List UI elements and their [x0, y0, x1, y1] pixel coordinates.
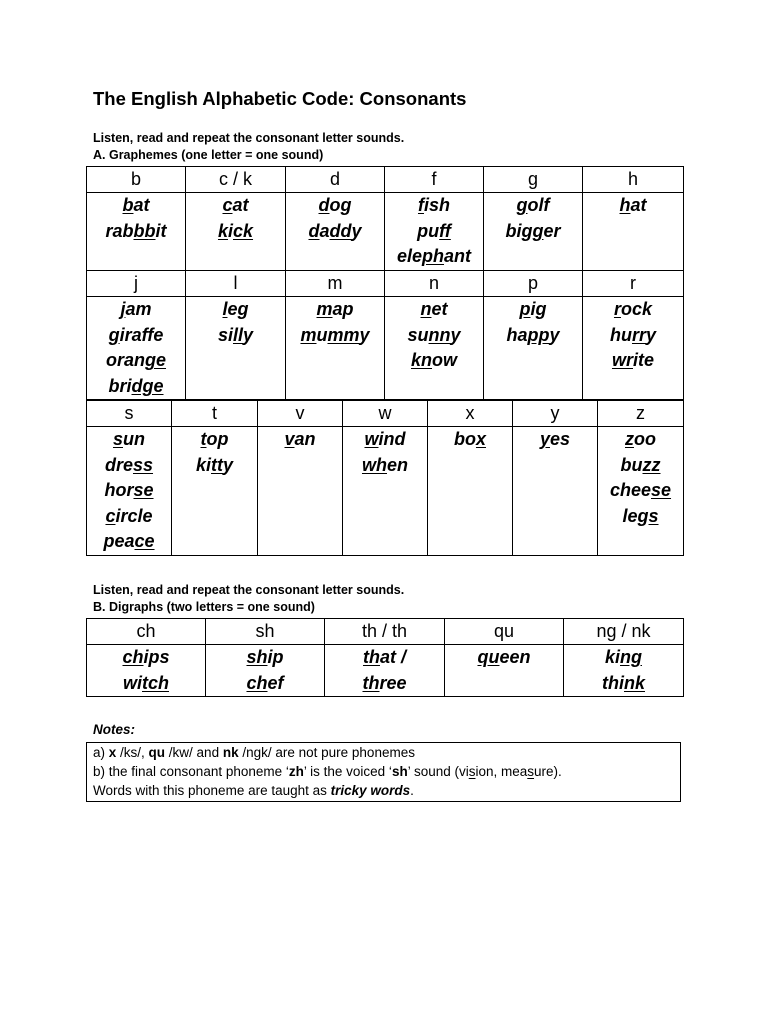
- example-words-cell: [286, 193, 385, 271]
- grapheme-header: p: [484, 271, 583, 297]
- example-word: zoo: [625, 429, 656, 449]
- example-word: yes: [539, 429, 571, 449]
- example-word: map: [316, 299, 354, 319]
- example-words-cell: [87, 297, 186, 400]
- example-word: dress: [104, 454, 154, 475]
- grapheme-header: s: [87, 401, 172, 427]
- example-word: cheese: [609, 480, 672, 501]
- grapheme-header: sh: [206, 619, 325, 645]
- example-words-cell: [583, 193, 684, 271]
- example-words-cell: [87, 645, 206, 697]
- grapheme-header: z: [598, 401, 684, 427]
- section-a-instruction: Listen, read and repeat the consonant letter sounds.: [93, 131, 405, 145]
- example-words-cell: [583, 297, 684, 400]
- section-a-subheading: A. Graphemes (one letter = one sound): [93, 148, 324, 162]
- example-word: bigger: [505, 220, 561, 241]
- grapheme-header: ng / nk: [564, 619, 684, 645]
- grapheme-header: g: [484, 167, 583, 193]
- grapheme-header: ch: [87, 619, 206, 645]
- example-word: hat: [619, 195, 647, 215]
- digraphs-table: [86, 618, 684, 697]
- example-word: when: [361, 454, 408, 475]
- grapheme-header: c / k: [186, 167, 286, 193]
- example-word: chef: [246, 672, 284, 693]
- grapheme-header: f: [385, 167, 484, 193]
- example-words-cell: [206, 645, 325, 697]
- section-b-subheading: B. Digraphs (two letters = one sound): [93, 600, 315, 614]
- example-word: three: [362, 672, 407, 693]
- example-word: elephant: [396, 246, 472, 267]
- example-word: silly: [217, 324, 254, 345]
- example-words-cell: [564, 645, 684, 697]
- grapheme-header: d: [286, 167, 385, 193]
- example-word: sun: [112, 429, 145, 449]
- example-word: dog: [318, 195, 352, 215]
- example-words-cell: [445, 645, 564, 697]
- example-words-cell: [484, 193, 583, 271]
- notes-box: [86, 742, 681, 802]
- graphemes-table-row1: [86, 166, 684, 271]
- example-word: fish: [417, 195, 450, 215]
- example-word: that /: [362, 647, 406, 667]
- graphemes-table-row3: [86, 400, 684, 556]
- example-word: chips: [122, 647, 170, 667]
- example-word: top: [200, 429, 229, 449]
- example-word: peace: [103, 531, 155, 552]
- example-words-cell: [172, 427, 258, 556]
- example-word: daddy: [308, 220, 362, 241]
- example-word: hurry: [609, 324, 657, 345]
- example-word: queen: [477, 647, 531, 667]
- grapheme-header: j: [87, 271, 186, 297]
- example-words-cell: [513, 427, 598, 556]
- example-word: jam: [120, 299, 152, 319]
- example-word: sunny: [407, 324, 461, 345]
- example-word: leg: [222, 299, 249, 319]
- example-word: rabbbit: [105, 220, 167, 241]
- example-words-cell: [343, 427, 428, 556]
- example-word: box: [453, 429, 486, 449]
- example-words-cell: [325, 645, 445, 697]
- example-word: puff: [417, 220, 451, 241]
- example-word: write: [611, 350, 655, 371]
- section-b-instruction: Listen, read and repeat the consonant letter sounds.: [93, 583, 405, 597]
- example-word: bat: [122, 195, 150, 215]
- grapheme-header: h: [583, 167, 684, 193]
- example-words-cell: [87, 193, 186, 271]
- example-words-cell: [428, 427, 513, 556]
- example-word: kitty: [195, 454, 234, 475]
- example-word: mummy: [300, 324, 370, 345]
- grapheme-header: m: [286, 271, 385, 297]
- example-word: rock: [613, 299, 653, 319]
- page-title: The English Alphabetic Code: Consonants: [93, 88, 467, 109]
- example-word: net: [420, 299, 448, 319]
- example-words-cell: [286, 297, 385, 400]
- example-word: pig: [519, 299, 547, 319]
- example-word: ship: [246, 647, 284, 667]
- grapheme-header: v: [258, 401, 343, 427]
- note-line-a: a) x /ks/, qu /kw/ and nk /ngk/ are not pure phonemes: [93, 745, 415, 760]
- example-word: buzz: [620, 454, 661, 475]
- grapheme-header: t: [172, 401, 258, 427]
- grapheme-header: y: [513, 401, 598, 427]
- grapheme-header: r: [583, 271, 684, 297]
- example-word: wind: [364, 429, 406, 449]
- example-words-cell: [186, 297, 286, 400]
- grapheme-header: l: [186, 271, 286, 297]
- grapheme-header: b: [87, 167, 186, 193]
- example-word: legs: [622, 505, 659, 526]
- example-word: orange: [105, 350, 167, 371]
- graphemes-table-row2: [86, 270, 684, 400]
- example-words-cell: [258, 427, 343, 556]
- example-word: giraffe: [108, 324, 164, 345]
- example-word: horse: [104, 480, 154, 501]
- example-word: know: [410, 350, 457, 371]
- example-word: golf: [516, 195, 550, 215]
- example-word: happy: [506, 324, 560, 345]
- example-words-cell: [484, 297, 583, 400]
- example-words-cell: [186, 193, 286, 271]
- grapheme-header: w: [343, 401, 428, 427]
- example-word: circle: [105, 505, 153, 526]
- example-word: cat: [222, 195, 249, 215]
- note-line-tricky-words: Words with this phoneme are taught as tricky words.: [93, 783, 414, 798]
- example-words-cell: [385, 193, 484, 271]
- note-line-b: b) the final consonant phoneme ‘zh’ is the voiced ‘sh’ sound (vision, measure).: [93, 764, 562, 779]
- example-word: witch: [122, 672, 169, 693]
- notes-label: Notes:: [93, 722, 136, 737]
- example-word: think: [601, 672, 645, 693]
- grapheme-header: qu: [445, 619, 564, 645]
- example-words-cell: [385, 297, 484, 400]
- example-words-cell: [598, 427, 684, 556]
- example-word: bridge: [108, 375, 164, 396]
- example-word: kick: [217, 220, 254, 241]
- example-words-cell: [87, 427, 172, 556]
- example-word: van: [284, 429, 316, 449]
- example-word: king: [604, 647, 642, 667]
- grapheme-header: n: [385, 271, 484, 297]
- grapheme-header: x: [428, 401, 513, 427]
- grapheme-header: th / th: [325, 619, 445, 645]
